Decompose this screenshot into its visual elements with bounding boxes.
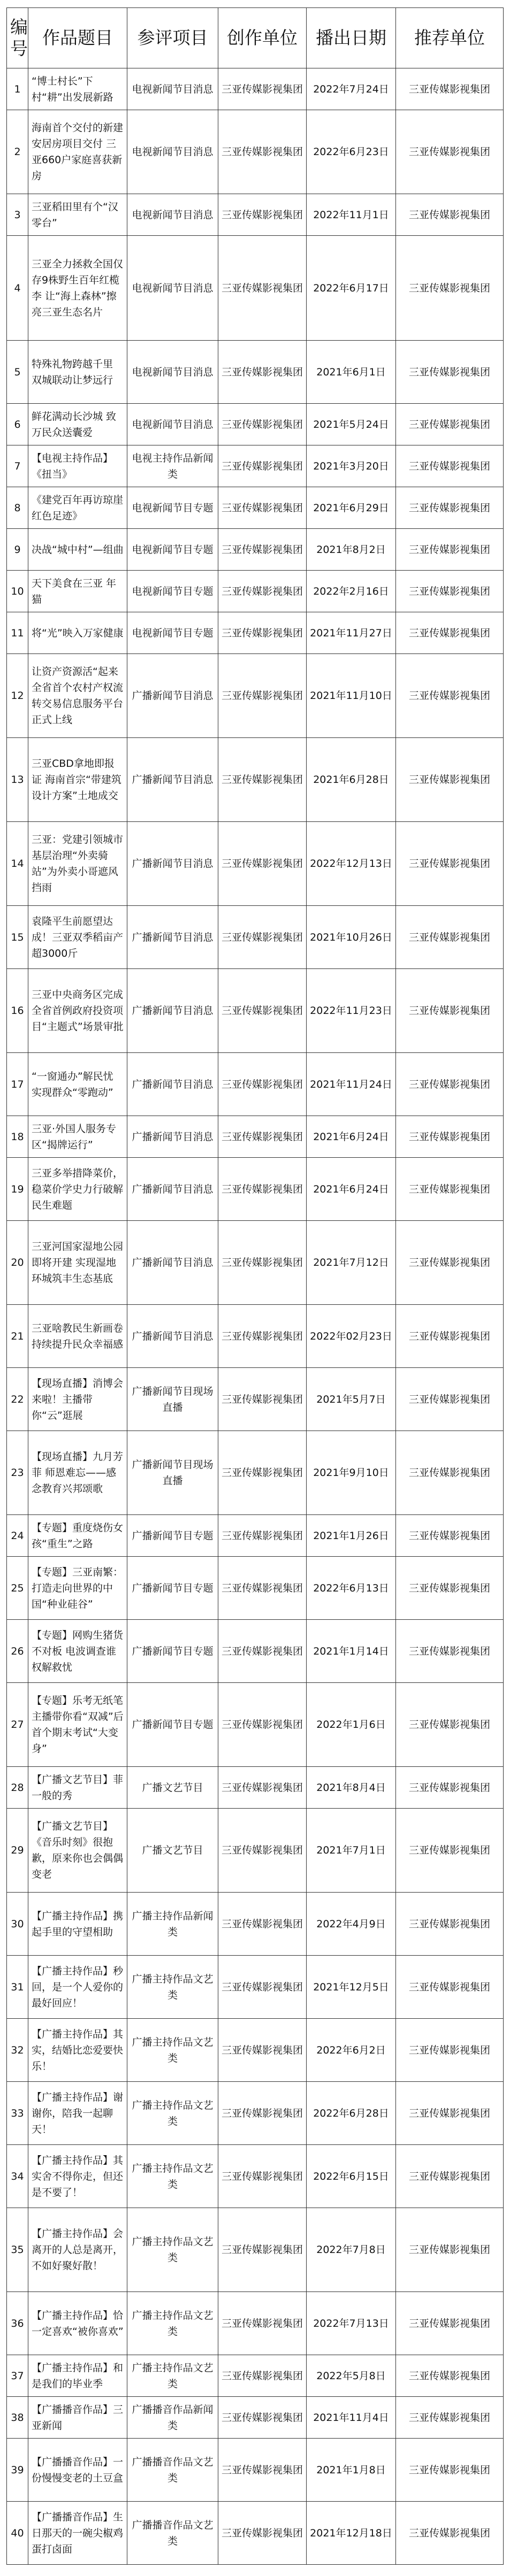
cell-title: 【广播主持作品】恰一定喜欢“被你喜欢” [28,2292,127,2355]
cell-date: 2021年12月5日 [307,1956,396,2019]
cell-date: 2021年11月4日 [307,2397,396,2439]
table-row [7,236,504,341]
cell-unit: 三亚传媒影视集团 [218,1221,307,1305]
cell-num: 37 [7,2355,28,2397]
table-row [7,1116,504,1158]
table-row [7,822,504,906]
cell-num: 8 [7,487,28,529]
cell-num: 26 [7,1620,28,1683]
cell-date: 2022年02月23日 [307,1305,396,1368]
cell-category: 广播主持作品文艺类 [127,2355,218,2397]
cell-category: 广播主持作品文艺类 [127,2292,218,2355]
cell-num: 22 [7,1368,28,1431]
table-row [7,1893,504,1956]
cell-recommender: 三亚传媒影视集团 [396,1116,504,1158]
cell-unit: 三亚传媒影视集团 [218,487,307,529]
table-row [7,68,504,110]
cell-num: 11 [7,612,28,654]
cell-title: 【广播播音作品】一份慢慢变老的土豆盒 [28,2439,127,2502]
cell-recommender: 三亚传媒影视集团 [396,2439,504,2502]
cell-category: 广播新闻节目消息 [127,1221,218,1305]
table-row [7,2355,504,2397]
cell-category: 广播播音作品文艺类 [127,2439,218,2502]
cell-unit: 三亚传媒影视集团 [218,2397,307,2439]
cell-recommender: 三亚传媒影视集团 [396,2355,504,2397]
cell-category: 广播文艺节目 [127,1767,218,1809]
cell-category: 电视主持作品新闻类 [127,445,218,487]
cell-num: 21 [7,1305,28,1368]
cell-num: 12 [7,654,28,738]
cell-recommender: 三亚传媒影视集团 [396,2082,504,2145]
header-recommender: 推荐单位 [396,8,504,68]
table-row [7,1515,504,1557]
cell-num: 25 [7,1557,28,1620]
cell-unit: 三亚传媒影视集团 [218,1431,307,1515]
cell-date: 2022年2月16日 [307,571,396,612]
cell-category: 广播新闻节目专题 [127,1683,218,1767]
cell-unit: 三亚传媒影视集团 [218,1158,307,1221]
cell-num: 5 [7,341,28,404]
cell-title: 让资产资源活“起来 全省首个农村产权流转交易信息服务平台正式上线 [28,654,127,738]
cell-num: 18 [7,1116,28,1158]
cell-unit: 三亚传媒影视集团 [218,2082,307,2145]
table-row [7,2397,504,2439]
cell-unit: 三亚传媒影视集团 [218,1557,307,1620]
cell-title: 将“光”映入万家健康 [28,612,127,654]
cell-title: 三亚河国家湿地公园即将开建 实现湿地环城筑丰生态基底 [28,1221,127,1305]
cell-category: 广播新闻节目专题 [127,1620,218,1683]
cell-unit: 三亚传媒影视集团 [218,822,307,906]
cell-date: 2021年3月20日 [307,445,396,487]
cell-num: 38 [7,2397,28,2439]
cell-unit: 三亚传媒影视集团 [218,1053,307,1116]
cell-unit: 三亚传媒影视集团 [218,2292,307,2355]
cell-title: 【广播文艺节目】《音乐时刻》很抱歉，原来你也会偶偶变老 [28,1809,127,1893]
cell-unit: 三亚传媒影视集团 [218,738,307,822]
cell-num: 34 [7,2145,28,2208]
cell-category: 电视新闻节目消息 [127,194,218,236]
cell-unit: 三亚传媒影视集团 [218,236,307,341]
cell-recommender: 三亚传媒影视集团 [396,68,504,110]
cell-unit: 三亚传媒影视集团 [218,1305,307,1368]
cell-num: 1 [7,68,28,110]
cell-unit: 三亚传媒影视集团 [218,969,307,1053]
cell-category: 电视新闻节目消息 [127,68,218,110]
entries-table [6,7,504,2565]
cell-category: 广播新闻节目现场直播 [127,1368,218,1431]
cell-title: “博士村长”下村“耕”出发展新路 [28,68,127,110]
cell-title: 【电视主持作品】《扭当》 [28,445,127,487]
cell-date: 2022年7月8日 [307,2208,396,2292]
table-row [7,487,504,529]
cell-num: 17 [7,1053,28,1116]
cell-recommender: 三亚传媒影视集团 [396,487,504,529]
cell-num: 24 [7,1515,28,1557]
cell-unit: 三亚传媒影视集团 [218,68,307,110]
cell-title: 【广播播音作品】生日那天的一碗尖椒鸡蛋打卤面 [28,2502,127,2565]
cell-title: 【专题】三亚南繁：打造走向世界的中国“种业硅谷” [28,1557,127,1620]
cell-recommender: 三亚传媒影视集团 [396,2502,504,2565]
cell-num: 40 [7,2502,28,2565]
cell-category: 广播新闻节目消息 [127,969,218,1053]
cell-title: 三亚·外国人服务专区“揭牌运行” [28,1116,127,1158]
cell-date: 2021年6月24日 [307,1116,396,1158]
cell-unit: 三亚传媒影视集团 [218,654,307,738]
cell-title: 【广播主持作品】其实，结婚比恋爱要快乐！ [28,2019,127,2082]
cell-num: 31 [7,1956,28,2019]
cell-recommender: 三亚传媒影视集团 [396,1893,504,1956]
table-row [7,2208,504,2292]
cell-category: 广播新闻节目消息 [127,906,218,969]
cell-unit: 三亚传媒影视集团 [218,2019,307,2082]
cell-unit: 三亚传媒影视集团 [218,110,307,194]
cell-num: 23 [7,1431,28,1515]
cell-unit: 三亚传媒影视集团 [218,404,307,445]
cell-title: 【广播主持作品】会离开的人总是离开，不如好聚好散！ [28,2208,127,2292]
cell-title: 三亚全力拯救全国仅存9株野生百年红榄李 让“海上森林”擦亮三亚生态名片 [28,236,127,341]
cell-unit: 三亚传媒影视集团 [218,906,307,969]
cell-recommender: 三亚传媒影视集团 [396,738,504,822]
cell-title: 【广播播音作品】三亚新闻 [28,2397,127,2439]
cell-unit: 三亚传媒影视集团 [218,1809,307,1893]
cell-date: 2022年12月13日 [307,822,396,906]
cell-title: 天下美食在三亚 年猫 [28,571,127,612]
cell-category: 电视新闻节目消息 [127,404,218,445]
cell-recommender: 三亚传媒影视集团 [396,1158,504,1221]
cell-unit: 三亚传媒影视集团 [218,1116,307,1158]
cell-num: 19 [7,1158,28,1221]
cell-unit: 三亚传媒影视集团 [218,1893,307,1956]
cell-category: 广播新闻节目消息 [127,1053,218,1116]
header-title: 作品题目 [28,8,127,68]
cell-recommender: 三亚传媒影视集团 [396,404,504,445]
table-row [7,1683,504,1767]
cell-category: 广播新闻节目消息 [127,738,218,822]
cell-title: 【广播主持作品】秒回，是一个人爱你的最好回应！ [28,1956,127,2019]
cell-unit: 三亚传媒影视集团 [218,1368,307,1431]
cell-title: 【专题】网购生猪货不对板 电波调查谁权解救忧 [28,1620,127,1683]
cell-recommender: 三亚传媒影视集团 [396,445,504,487]
cell-unit: 三亚传媒影视集团 [218,529,307,571]
cell-title: “一窗通办”解民忧 实现群众“零跑动” [28,1053,127,1116]
cell-recommender: 三亚传媒影视集团 [396,1809,504,1893]
cell-unit: 三亚传媒影视集团 [218,2145,307,2208]
cell-category: 广播新闻节目专题 [127,1557,218,1620]
cell-category: 广播新闻节目现场直播 [127,1431,218,1515]
table-row [7,341,504,404]
cell-num: 28 [7,1767,28,1809]
header-unit: 创作单位 [218,8,307,68]
cell-category: 广播新闻节目消息 [127,654,218,738]
cell-category: 广播播音作品文艺类 [127,2502,218,2565]
cell-title: 【广播文艺节目】菲一般的秀 [28,1767,127,1809]
cell-category: 广播新闻节目消息 [127,1305,218,1368]
cell-date: 2022年6月2日 [307,2019,396,2082]
table-row [7,612,504,654]
table-row [7,1158,504,1221]
cell-recommender: 三亚传媒影视集团 [396,1368,504,1431]
cell-recommender: 三亚传媒影视集团 [396,2397,504,2439]
cell-recommender: 三亚传媒影视集团 [396,612,504,654]
cell-unit: 三亚传媒影视集团 [218,1956,307,2019]
table-row [7,404,504,445]
cell-category: 广播主持作品文艺类 [127,2019,218,2082]
cell-category: 广播主持作品文艺类 [127,2082,218,2145]
cell-title: 【专题】乐考无纸笔 主播带你看“双减”后首个期末考试“大变身” [28,1683,127,1767]
cell-date: 2021年6月29日 [307,487,396,529]
cell-date: 2022年6月17日 [307,236,396,341]
cell-num: 27 [7,1683,28,1767]
table-row [7,529,504,571]
cell-recommender: 三亚传媒影视集团 [396,1620,504,1683]
cell-recommender: 三亚传媒影视集团 [396,1053,504,1116]
cell-date: 2021年10月26日 [307,906,396,969]
cell-category: 广播主持作品文艺类 [127,2145,218,2208]
cell-num: 3 [7,194,28,236]
cell-unit: 三亚传媒影视集团 [218,2208,307,2292]
cell-date: 2021年1月14日 [307,1620,396,1683]
cell-title: 【广播主持作品】携起手里的守望相助 [28,1893,127,1956]
cell-date: 2021年1月26日 [307,1515,396,1557]
cell-num: 30 [7,1893,28,1956]
table-row [7,1431,504,1515]
cell-title: 鲜花满动长沙城 致万民众送囊爱 [28,404,127,445]
table-row [7,1221,504,1305]
table-row [7,1557,504,1620]
cell-num: 33 [7,2082,28,2145]
cell-category: 电视新闻节目专题 [127,529,218,571]
table-row [7,1368,504,1431]
cell-num: 2 [7,110,28,194]
header-category: 参评项目 [127,8,218,68]
table-row [7,2502,504,2565]
cell-recommender: 三亚传媒影视集团 [396,969,504,1053]
cell-num: 6 [7,404,28,445]
header-row [7,8,504,68]
cell-recommender: 三亚传媒影视集团 [396,529,504,571]
cell-recommender: 三亚传媒影视集团 [396,2145,504,2208]
table-row [7,1620,504,1683]
table-row [7,1053,504,1116]
table-row [7,2082,504,2145]
cell-title: 三亚多举措降菜价，稳菜价学史力行破解民生难题 [28,1158,127,1221]
cell-unit: 三亚传媒影视集团 [218,2439,307,2502]
table-row [7,1767,504,1809]
cell-num: 20 [7,1221,28,1305]
table-row [7,2145,504,2208]
cell-title: 【广播主持作品】和是我们的毕业季 [28,2355,127,2397]
cell-recommender: 三亚传媒影视集团 [396,1956,504,2019]
cell-num: 29 [7,1809,28,1893]
cell-recommender: 三亚传媒影视集团 [396,1683,504,1767]
cell-date: 2022年11月23日 [307,969,396,1053]
cell-title: 三亚啥教民生新画卷 持续提升民众幸福感 [28,1305,127,1368]
cell-title: 三亚稻田里有个“汉零台” [28,194,127,236]
cell-title: 【现场直播】消博会来啦！主播带你“云”逛展 [28,1368,127,1431]
cell-num: 13 [7,738,28,822]
cell-num: 15 [7,906,28,969]
cell-recommender: 三亚传媒影视集团 [396,1767,504,1809]
table-row [7,1809,504,1893]
cell-unit: 三亚传媒影视集团 [218,1620,307,1683]
cell-category: 广播新闻节目消息 [127,822,218,906]
cell-date: 2022年7月13日 [307,2292,396,2355]
cell-category: 电视新闻节目消息 [127,341,218,404]
cell-date: 2021年8月2日 [307,529,396,571]
cell-recommender: 三亚传媒影视集团 [396,1431,504,1515]
cell-category: 电视新闻节目消息 [127,236,218,341]
cell-recommender: 三亚传媒影视集团 [396,194,504,236]
cell-unit: 三亚传媒影视集团 [218,1683,307,1767]
cell-date: 2021年7月12日 [307,1221,396,1305]
cell-unit: 三亚传媒影视集团 [218,2355,307,2397]
cell-date: 2022年6月13日 [307,1557,396,1620]
cell-date: 2021年9月10日 [307,1431,396,1515]
cell-unit: 三亚传媒影视集团 [218,341,307,404]
cell-num: 10 [7,571,28,612]
cell-recommender: 三亚传媒影视集团 [396,1557,504,1620]
cell-category: 广播主持作品新闻类 [127,1893,218,1956]
cell-title: 【广播主持作品】谢谢你，陪我一起聊天！ [28,2082,127,2145]
cell-unit: 三亚传媒影视集团 [218,612,307,654]
cell-category: 广播新闻节目消息 [127,1158,218,1221]
cell-title: 【现场直播】九月芳菲 师恩难忘——感念教育兴邦颂歌 [28,1431,127,1515]
cell-date: 2022年6月28日 [307,2082,396,2145]
cell-num: 14 [7,822,28,906]
cell-date: 2021年1月8日 [307,2439,396,2502]
table-row [7,194,504,236]
cell-date: 2021年12月18日 [307,2502,396,2565]
table-row [7,2292,504,2355]
cell-num: 16 [7,969,28,1053]
cell-date: 2021年11月10日 [307,654,396,738]
table-header [7,8,504,68]
header-num: 编号 [7,8,28,68]
cell-title: 三亚CBD拿地即报证 海南首宗“带建筑设计方案”土地成交 [28,738,127,822]
cell-recommender: 三亚传媒影视集团 [396,341,504,404]
cell-date: 2021年11月24日 [307,1053,396,1116]
cell-title: 【专题】重度烧伤女孩“重生”之路 [28,1515,127,1557]
cell-date: 2022年7月24日 [307,68,396,110]
cell-recommender: 三亚传媒影视集团 [396,906,504,969]
cell-date: 2021年5月24日 [307,404,396,445]
table-row [7,2019,504,2082]
cell-title: 袁隆平生前愿望达成！三亚双季稻亩产超3000斤 [28,906,127,969]
cell-recommender: 三亚传媒影视集团 [396,2019,504,2082]
cell-category: 广播播音作品新闻类 [127,2397,218,2439]
cell-date: 2021年11月27日 [307,612,396,654]
cell-recommender: 三亚传媒影视集团 [396,110,504,194]
table-row [7,906,504,969]
cell-category: 电视新闻节目专题 [127,612,218,654]
cell-recommender: 三亚传媒影视集团 [396,1221,504,1305]
cell-category: 广播新闻节目专题 [127,1515,218,1557]
cell-category: 电视新闻节目专题 [127,487,218,529]
table-row [7,969,504,1053]
table-row [7,2439,504,2502]
cell-num: 39 [7,2439,28,2502]
header-date: 播出日期 [307,8,396,68]
cell-category: 广播新闻节目消息 [127,1116,218,1158]
cell-date: 2021年6月24日 [307,1158,396,1221]
cell-recommender: 三亚传媒影视集团 [396,1515,504,1557]
cell-date: 2022年1月6日 [307,1683,396,1767]
cell-recommender: 三亚传媒影视集团 [396,1305,504,1368]
cell-recommender: 三亚传媒影视集团 [396,2292,504,2355]
cell-unit: 三亚传媒影视集团 [218,194,307,236]
cell-title: 三亚中央商务区完成全省首例政府投资项目“主题式”场景审批 [28,969,127,1053]
cell-date: 2021年5月7日 [307,1368,396,1431]
cell-title: 【广播主持作品】其实舍不得你走，但还是不要了！ [28,2145,127,2208]
cell-title: 特殊礼物跨越千里 双城联动让梦远行 [28,341,127,404]
table-row [7,738,504,822]
table-row [7,654,504,738]
table-row [7,445,504,487]
cell-date: 2022年5月8日 [307,2355,396,2397]
cell-date: 2021年6月28日 [307,738,396,822]
cell-unit: 三亚传媒影视集团 [218,445,307,487]
cell-num: 4 [7,236,28,341]
cell-num: 32 [7,2019,28,2082]
cell-recommender: 三亚传媒影视集团 [396,822,504,906]
cell-num: 9 [7,529,28,571]
cell-title: 三亚：党建引领城市基层治理“外卖骑站”为外卖小哥遮风挡雨 [28,822,127,906]
cell-recommender: 三亚传媒影视集团 [396,2208,504,2292]
cell-num: 35 [7,2208,28,2292]
cell-recommender: 三亚传媒影视集团 [396,654,504,738]
cell-title: 海南首个交付的新建安居房项目交付 三亚660户家庭喜获新房 [28,110,127,194]
cell-recommender: 三亚传媒影视集团 [396,571,504,612]
table-row [7,571,504,612]
table-body [7,68,504,2565]
cell-date: 2022年4月9日 [307,1893,396,1956]
table-row [7,1956,504,2019]
cell-date: 2021年6月1日 [307,341,396,404]
cell-num: 7 [7,445,28,487]
cell-category: 广播文艺节目 [127,1809,218,1893]
cell-title: 《建党百年再访琼崖红色足迹》 [28,487,127,529]
cell-date: 2021年8月4日 [307,1767,396,1809]
cell-unit: 三亚传媒影视集团 [218,1515,307,1557]
table-row [7,110,504,194]
cell-recommender: 三亚传媒影视集团 [396,236,504,341]
table-row [7,1305,504,1368]
cell-num: 36 [7,2292,28,2355]
cell-unit: 三亚传媒影视集团 [218,2502,307,2565]
cell-title: 决战“城中村”—组曲 [28,529,127,571]
cell-date: 2021年7月1日 [307,1809,396,1893]
cell-category: 电视新闻节目专题 [127,571,218,612]
cell-date: 2022年6月23日 [307,110,396,194]
cell-category: 广播主持作品文艺类 [127,1956,218,2019]
cell-date: 2022年6月15日 [307,2145,396,2208]
cell-unit: 三亚传媒影视集团 [218,571,307,612]
cell-unit: 三亚传媒影视集团 [218,1767,307,1809]
cell-category: 电视新闻节目消息 [127,110,218,194]
cell-category: 广播主持作品文艺类 [127,2208,218,2292]
cell-date: 2022年11月1日 [307,194,396,236]
